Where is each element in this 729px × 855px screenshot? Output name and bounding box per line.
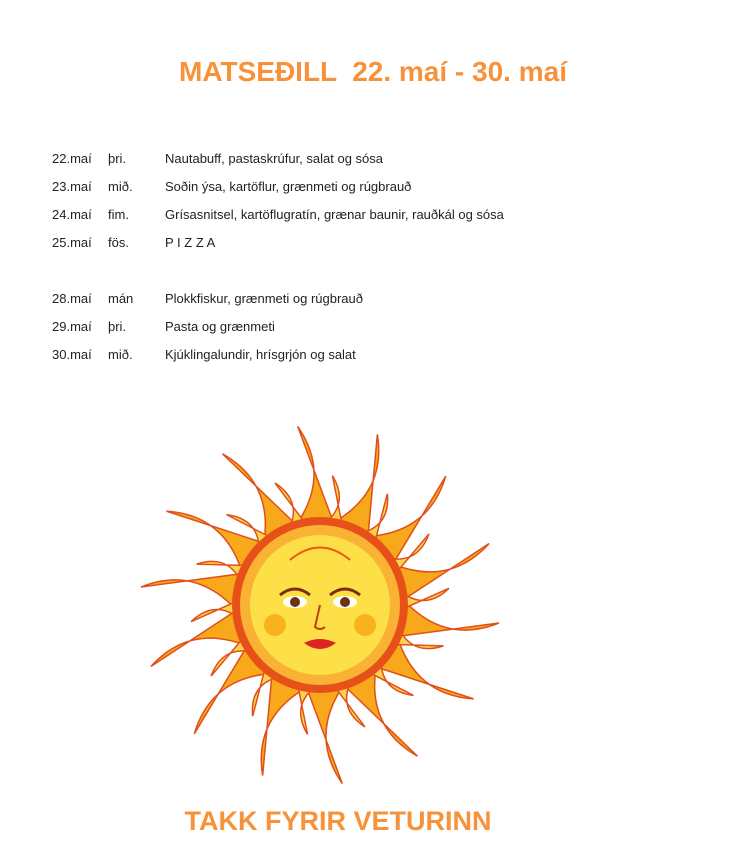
menu-meal: P I Z Z A bbox=[165, 235, 216, 250]
footer-text: TAKK FYRIR VETURINN bbox=[184, 806, 492, 836]
sun-illustration bbox=[130, 415, 510, 795]
menu-day: mán bbox=[108, 291, 134, 306]
menu-meal: Nautabuff, pastaskrúfur, salat og sósa bbox=[165, 151, 384, 166]
menu-date: 29.maí bbox=[52, 319, 92, 334]
menu-meal: Kjúklingalundir, hrísgrjón og salat bbox=[165, 347, 356, 362]
menu-date: 28.maí bbox=[52, 291, 92, 306]
menu-day: fös. bbox=[108, 235, 129, 250]
menu-meal: Pasta og grænmeti bbox=[165, 319, 275, 334]
page-title: MATSEÐILL 22. maí - 30. maí bbox=[179, 56, 567, 87]
menu-day: mið. bbox=[108, 179, 133, 194]
menu-date: 22.maí bbox=[52, 151, 92, 166]
menu-meal: Plokkfiskur, grænmeti og rúgbrauð bbox=[165, 291, 363, 306]
menu-date: 24.maí bbox=[52, 207, 92, 222]
menu-day: þri. bbox=[108, 319, 127, 334]
menu-date: 30.maí bbox=[52, 347, 92, 362]
menu-date: 23.maí bbox=[52, 179, 92, 194]
menu-day: mið. bbox=[108, 347, 133, 362]
menu-meal: Grísasnitsel, kartöflugratín, grænar baunir, rauðkál og sósa bbox=[165, 207, 504, 222]
menu-day: fim. bbox=[108, 207, 129, 222]
menu-day: þri. bbox=[108, 151, 127, 166]
menu-date: 25.maí bbox=[52, 235, 92, 250]
menu-meal: Soðin ýsa, kartöflur, grænmeti og rúgbrauð bbox=[165, 179, 412, 194]
